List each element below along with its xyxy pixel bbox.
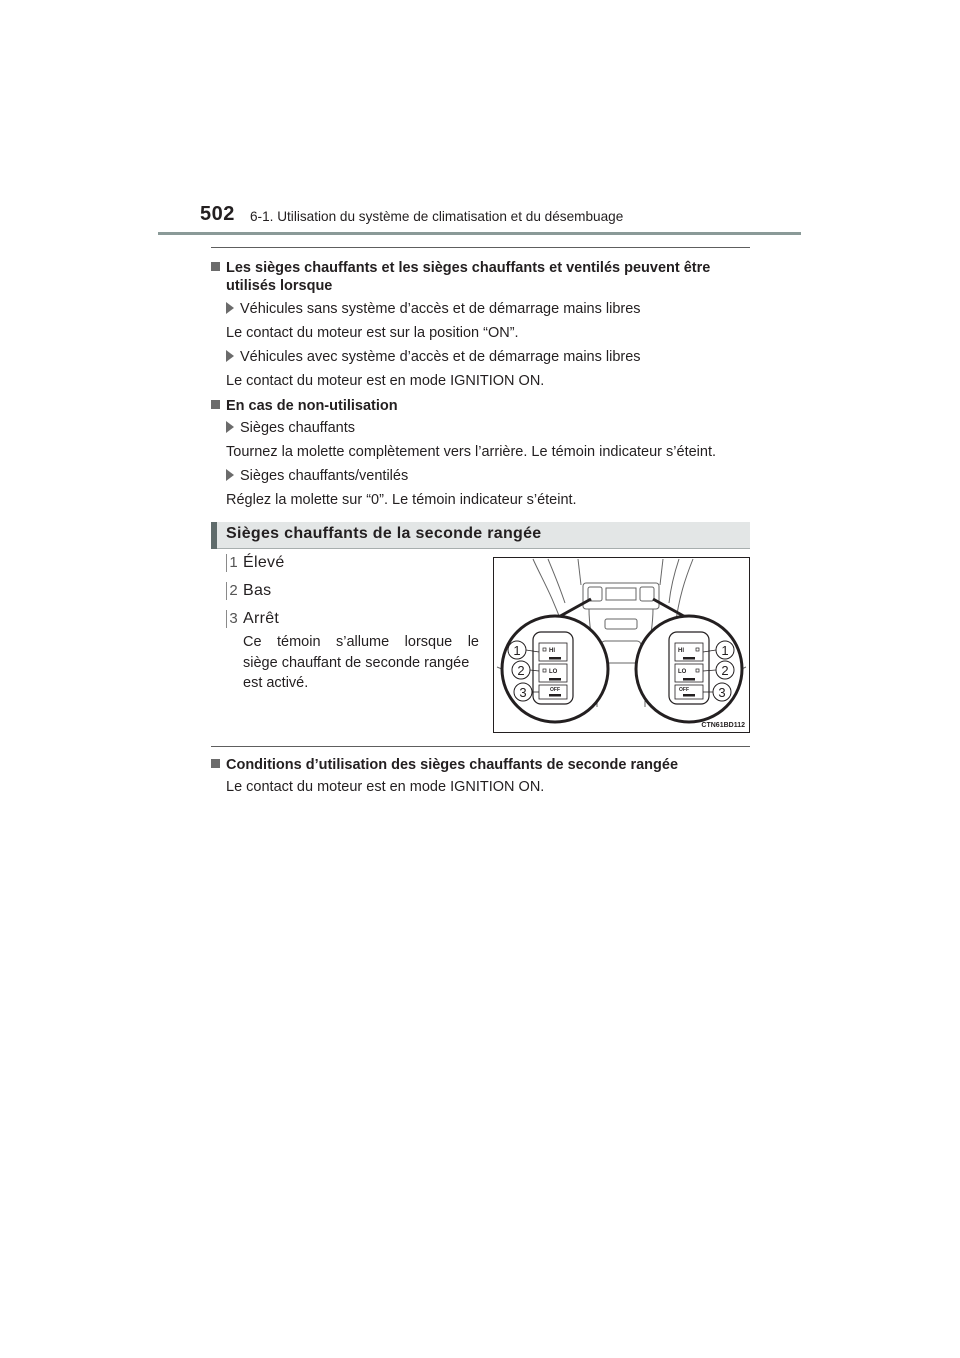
body-text: Réglez la molette sur “0”. Le témoin indicateur s’éteint. (226, 492, 577, 508)
section-heading-conditions: Conditions d’utilisation des sièges chauffants de seconde rangée (211, 756, 678, 774)
triangle-bullet-icon (226, 302, 234, 314)
subheading-without-smart-key: Véhicules sans système d’accès et de démarrage mains libres (226, 300, 641, 318)
body-text: Le contact du moteur est en mode IGNITION ON. (226, 373, 545, 389)
left-callout-1: 1 (513, 643, 521, 658)
right-off-label: OFF (679, 687, 689, 693)
left-callout-3: 3 (519, 685, 527, 700)
item-label-low: Bas (243, 582, 272, 599)
item-number-3: 3 (226, 610, 240, 628)
section-divider (211, 247, 750, 248)
square-bullet-icon (211, 759, 220, 768)
section-title-bar (211, 522, 750, 549)
body-text: Le contact du moteur est sur la position “ON”. (226, 325, 519, 341)
seat-heater-illustration (493, 557, 750, 733)
item-label-high: Élevé (243, 554, 285, 571)
body-text: Tournez la molette complètement vers l’arrière. Le témoin indicateur s’éteint. (226, 444, 717, 460)
header-divider (158, 232, 801, 235)
chapter-title: 6-1. Utilisation du système de climatisation et du désembuage (250, 209, 624, 224)
right-callout-2: 2 (721, 663, 729, 678)
left-callout-2: 2 (517, 663, 525, 678)
section-heading-usage: Les sièges chauffants et les sièges chauffants et ventilés peuvent être (211, 259, 750, 277)
right-hi-label: HI (678, 648, 684, 654)
section-heading-usage-cont: utilisés lorsque (226, 278, 333, 294)
section-title: Sièges chauffants de la seconde rangée (226, 525, 542, 542)
triangle-bullet-icon (226, 469, 234, 481)
square-bullet-icon (211, 400, 220, 409)
left-off-label: OFF (550, 687, 560, 693)
page-number: 502 (200, 203, 235, 225)
item-label-off: Arrêt (243, 610, 280, 627)
item-number-2: 2 (226, 582, 240, 600)
item-number-1: 1 (226, 554, 240, 572)
subheading-with-smart-key: Véhicules avec système d’accès et de démarrage mains libres (226, 348, 641, 366)
triangle-bullet-icon (226, 350, 234, 362)
triangle-bullet-icon (226, 421, 234, 433)
indicator-description: Ce témoin s’allume lorsque le siège chauffant de seconde rangée est activé. (243, 634, 479, 691)
left-hi-label: HI (549, 648, 555, 654)
right-callout-1: 1 (721, 643, 729, 658)
left-lo-label: LO (549, 669, 558, 675)
figure-code: CTN61BD112 (701, 722, 745, 729)
section-heading-not-in-use: En cas de non-utilisation (211, 397, 398, 415)
subheading-heated-seats: Sièges chauffants (226, 419, 355, 437)
right-callout-3: 3 (718, 685, 726, 700)
section-divider (211, 746, 750, 747)
section-bar-marker (211, 522, 217, 549)
subheading-heated-ventilated-seats: Sièges chauffants/ventilés (226, 467, 408, 485)
square-bullet-icon (211, 262, 220, 271)
right-lo-label: LO (678, 669, 687, 675)
body-text: Le contact du moteur est en mode IGNITION ON. (226, 779, 545, 795)
